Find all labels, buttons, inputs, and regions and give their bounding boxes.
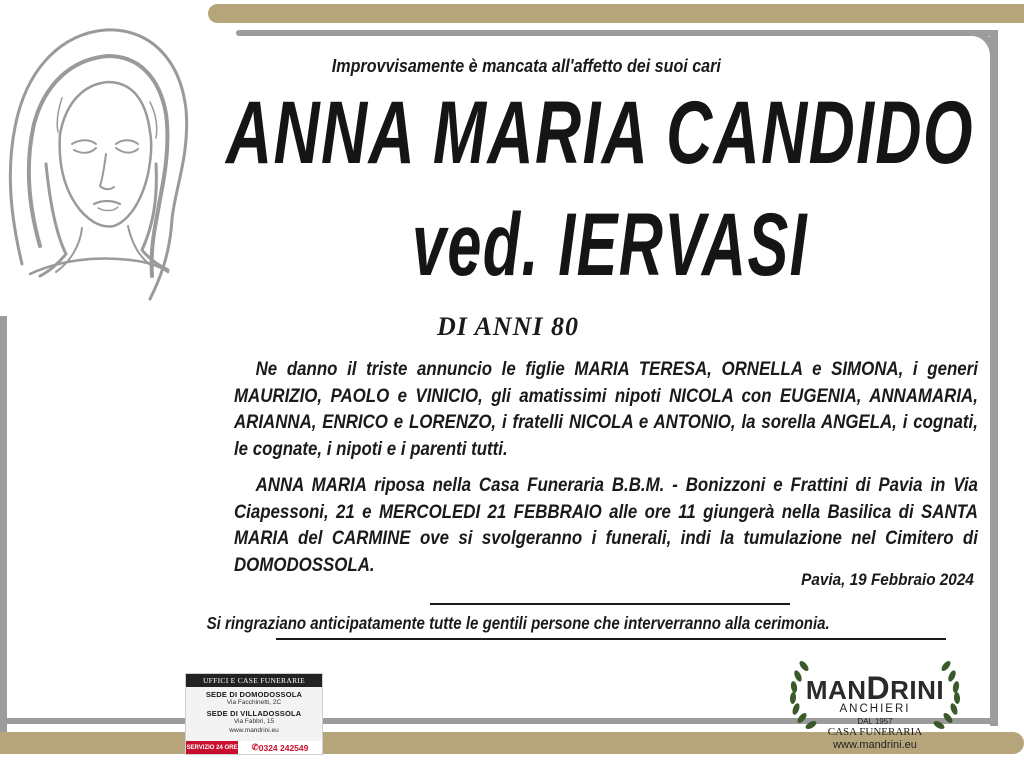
offices-card-header: UFFICI E CASE FUNERARIE	[186, 674, 322, 687]
logo-subtitle: ANCHIERI	[839, 703, 911, 715]
frame-top-grey-bar	[236, 30, 996, 36]
place-date: Pavia, 19 Febbraio 2024	[801, 570, 974, 589]
offices-card	[185, 673, 323, 755]
funeral-details-text: ANNA MARIA riposa nella Casa Funeraria B.B.M. - Bonizzoni e Frattini di Pavia in Via Ciapessoni, 21 e MERCOLEDI 21 FEBBRAIO alle ore 11 giungerà nella Basilica di SANTA MARIA del CARMINE ove si svolgeranno i funerali, indi la tumulazione nel Cimitero di DOMODOSSOLA.	[234, 474, 978, 576]
service-24h-label: SERVIZIO 24 ORE	[186, 741, 238, 754]
offices-card-footer	[186, 741, 322, 754]
office-villadossola-name: SEDE DI VILLADOSSOLA	[206, 709, 302, 718]
divider-line-bottom	[276, 638, 946, 640]
office-villadossola-address: Via Fabbri, 15	[233, 718, 275, 725]
logo-brand	[786, 670, 964, 707]
mandrini-logo	[786, 656, 964, 756]
thanks-line: Si ringraziano anticipatamente tutte le gentili persone che interverranno alla cerimonia.	[206, 613, 830, 633]
married-name	[226, 194, 986, 300]
frame-left-grey-bar	[0, 316, 7, 732]
office-domodossola-name: SEDE DI DOMODOSSOLA	[205, 690, 303, 699]
age-line: DI ANNI 80	[437, 312, 579, 341]
phone-number[interactable]	[238, 741, 322, 754]
offices-card-website: www.mandrini.eu	[229, 727, 279, 734]
intro-line: Improvvisamente è mancata all'affetto dei suoi cari	[331, 55, 721, 76]
phone-icon: ✆	[251, 742, 259, 752]
logo-website: www.mandrini.eu	[833, 739, 917, 751]
announcement-text: Ne danno il triste annuncio le figlie MARIA TERESA, ORNELLA e SIMONA, i generi MAURIZIO, PAOLO e VINICIO, gli amatissimi nipoti NICOLA con EUGENIA, ANNAMARIA, ARIANNA, ENRICO e LORENZO, i fratelli NICOLA e ANTONIO, la sorella ANGELA, i cognati, le cognate, i nipoti e i parenti tutti.	[234, 358, 978, 460]
frame-top-gold-bar	[208, 4, 1024, 23]
logo-brand-part: RINI	[890, 675, 945, 705]
logo-brand-part: MAN	[805, 675, 867, 705]
logo-brand-d: D	[866, 670, 891, 706]
announcement-paragraph	[234, 356, 978, 462]
phone-number-text: 0324 242549	[258, 742, 309, 753]
deceased-name	[226, 82, 986, 188]
deceased-name-text: ANNA MARIA CANDIDO	[226, 82, 975, 182]
married-name-text: ved. IERVASI	[412, 194, 808, 294]
office-domodossola-address: Via Facchinetti, 2C	[226, 699, 282, 706]
funeral-details-paragraph	[234, 472, 978, 578]
logo-since: DAL 1957	[857, 717, 893, 726]
divider-line	[430, 603, 790, 605]
logo-type: CASA FUNERARIA	[827, 726, 923, 738]
